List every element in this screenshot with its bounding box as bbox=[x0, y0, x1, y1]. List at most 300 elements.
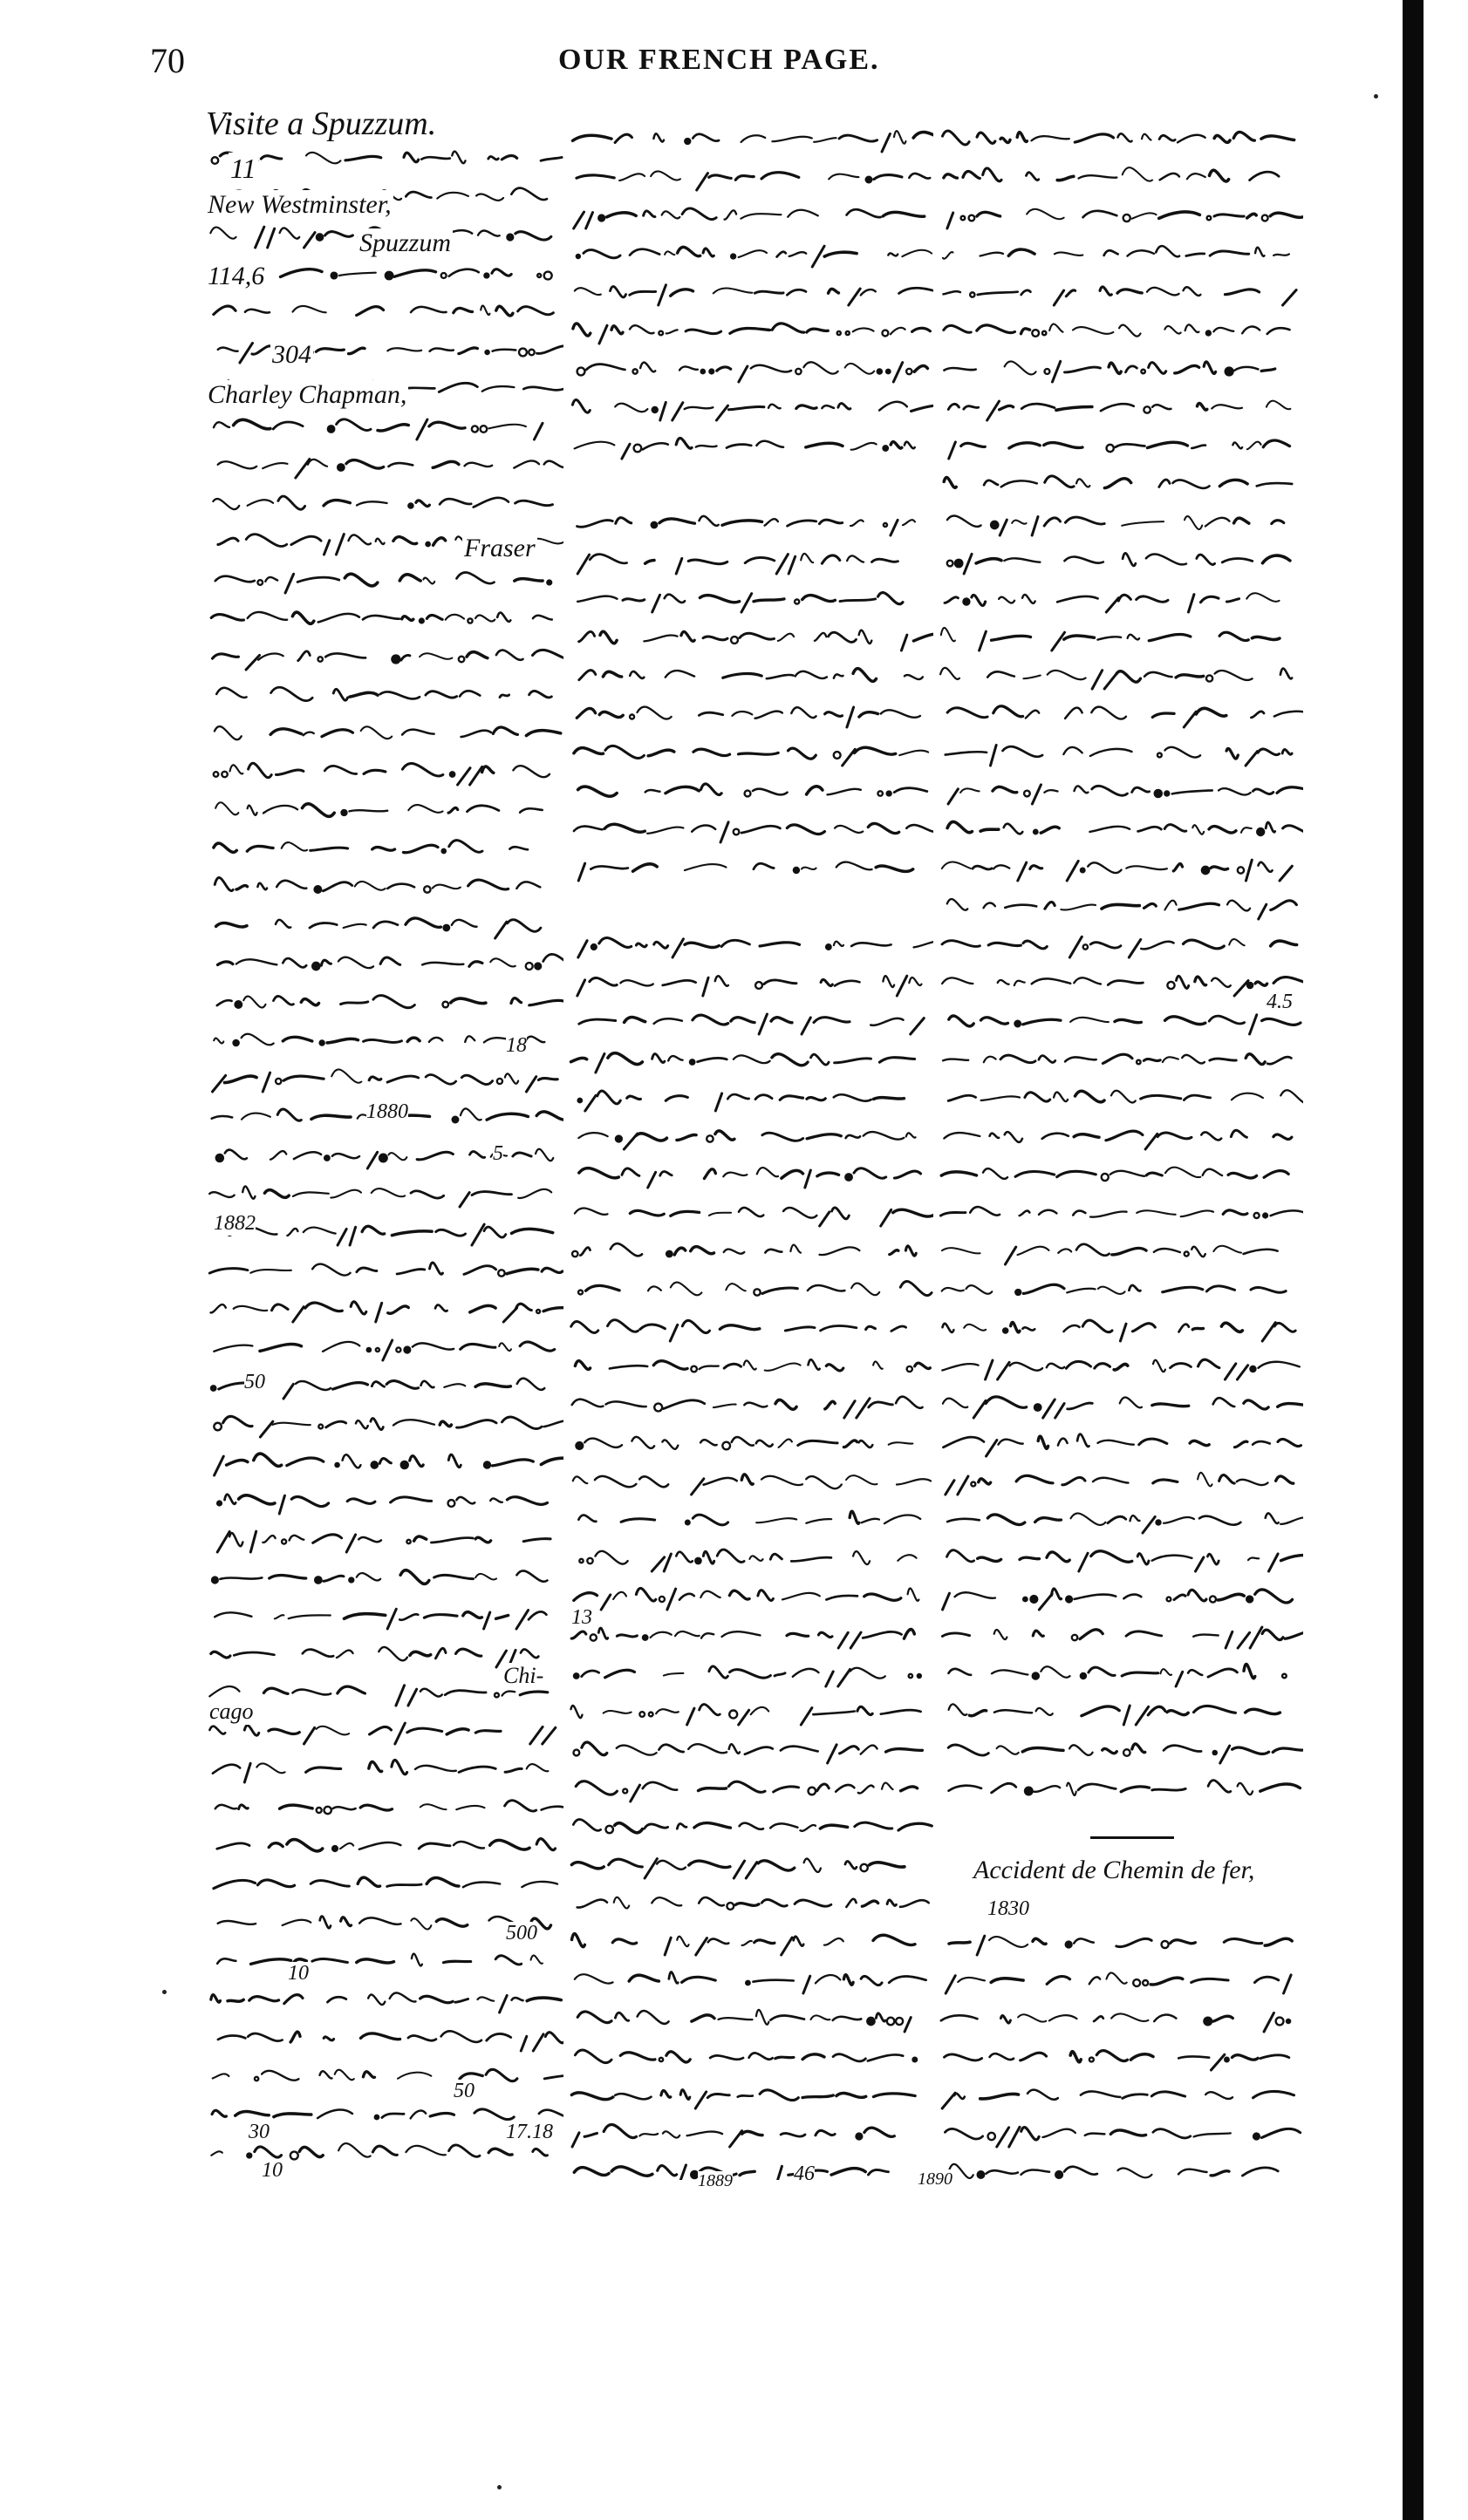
shorthand-stroke bbox=[1225, 1364, 1235, 1379]
shorthand-stroke bbox=[1165, 1168, 1200, 1177]
shorthand-stroke bbox=[1280, 1517, 1303, 1523]
shorthand-stroke bbox=[692, 2015, 714, 2021]
shorthand-stroke bbox=[1247, 214, 1257, 218]
shorthand-stroke bbox=[679, 366, 698, 370]
shorthand-stroke bbox=[756, 2010, 769, 2025]
shorthand-stroke bbox=[685, 139, 690, 144]
shorthand-stroke bbox=[598, 1628, 608, 1638]
shorthand-stroke bbox=[731, 637, 738, 644]
shorthand-stroke bbox=[1187, 174, 1205, 179]
shorthand-stroke bbox=[663, 2131, 679, 2137]
page-speck bbox=[1374, 94, 1378, 99]
shorthand-stroke bbox=[1071, 1513, 1106, 1524]
shorthand-stroke bbox=[1162, 1941, 1169, 1948]
shorthand-stroke bbox=[905, 442, 915, 449]
shorthand-stroke bbox=[882, 330, 888, 337]
shorthand-stroke bbox=[673, 403, 683, 420]
shorthand-stroke bbox=[234, 1040, 239, 1045]
shorthand-stroke bbox=[270, 1576, 306, 1578]
shorthand-stroke bbox=[1246, 860, 1252, 881]
shorthand-stroke bbox=[1076, 479, 1089, 487]
shorthand-stroke bbox=[1159, 135, 1175, 140]
shorthand-stroke bbox=[1259, 1362, 1300, 1368]
shorthand-stroke bbox=[978, 1557, 1001, 1561]
shorthand-stroke bbox=[1178, 2169, 1207, 2175]
shorthand-stroke bbox=[476, 194, 503, 200]
shorthand-stroke bbox=[717, 367, 731, 371]
shorthand-stroke bbox=[897, 1479, 931, 1484]
shorthand-stroke bbox=[1092, 786, 1128, 795]
shorthand-stroke bbox=[1276, 1476, 1294, 1483]
shorthand-stroke bbox=[399, 1614, 418, 1619]
shorthand-stroke bbox=[726, 1284, 746, 1291]
shorthand-stroke bbox=[268, 228, 275, 248]
shorthand-stroke bbox=[717, 1549, 744, 1563]
label-304: 304 bbox=[272, 340, 311, 369]
shorthand-stroke bbox=[1020, 1211, 1030, 1216]
shorthand-stroke bbox=[509, 847, 528, 849]
shorthand-stroke bbox=[605, 1670, 635, 1678]
shorthand-stroke bbox=[1219, 632, 1248, 640]
shorthand-stroke bbox=[1165, 1017, 1205, 1025]
shorthand-stroke bbox=[320, 1040, 324, 1045]
shorthand-stroke bbox=[905, 1246, 916, 1256]
shorthand-stroke bbox=[694, 1823, 731, 1829]
shorthand-stroke bbox=[448, 807, 458, 813]
shorthand-stroke bbox=[1246, 1054, 1265, 1065]
shorthand-stroke bbox=[1234, 518, 1249, 523]
shorthand-stroke bbox=[376, 539, 385, 544]
shorthand-stroke bbox=[707, 2094, 729, 2098]
shorthand-stroke bbox=[1213, 1751, 1217, 1754]
shorthand-stroke bbox=[654, 1018, 682, 1024]
shorthand-stroke bbox=[761, 173, 799, 179]
shorthand-stroke bbox=[1246, 593, 1279, 602]
running-head: OUR FRENCH PAGE. bbox=[558, 44, 880, 76]
shorthand-stroke bbox=[771, 2015, 805, 2019]
shorthand-stroke bbox=[218, 461, 257, 468]
shorthand-stroke bbox=[210, 228, 236, 239]
shorthand-stroke bbox=[317, 1727, 350, 1735]
shorthand-stroke bbox=[1260, 1784, 1301, 1791]
shorthand-stroke bbox=[458, 768, 470, 785]
shorthand-stroke bbox=[768, 405, 781, 409]
shorthand-stroke bbox=[514, 460, 539, 467]
shorthand-stroke bbox=[467, 652, 488, 658]
shorthand-stroke bbox=[739, 1208, 763, 1216]
shorthand-stroke bbox=[463, 1612, 482, 1618]
shorthand-stroke bbox=[315, 1577, 321, 1583]
shorthand-stroke bbox=[388, 1153, 406, 1160]
shorthand-stroke bbox=[656, 1709, 679, 1713]
shorthand-stroke bbox=[947, 515, 981, 526]
label-number-10a: 10 bbox=[288, 1962, 309, 1985]
shorthand-stroke bbox=[429, 422, 465, 428]
shorthand-stroke bbox=[615, 1823, 643, 1833]
shorthand-stroke bbox=[222, 772, 227, 777]
shorthand-stroke bbox=[547, 581, 551, 585]
shorthand-stroke bbox=[1069, 936, 1082, 957]
shorthand-stroke bbox=[322, 730, 352, 737]
shorthand-stroke bbox=[835, 1059, 871, 1063]
shorthand-stroke bbox=[751, 1707, 769, 1714]
shorthand-stroke bbox=[1274, 1323, 1295, 1332]
shorthand-stroke bbox=[543, 1308, 563, 1311]
shorthand-stroke bbox=[700, 1591, 720, 1597]
shorthand-stroke bbox=[949, 1704, 967, 1715]
shorthand-stroke bbox=[859, 712, 878, 717]
shorthand-stroke bbox=[943, 252, 953, 259]
shorthand-stroke bbox=[970, 292, 974, 296]
shorthand-stroke bbox=[730, 1670, 771, 1679]
shorthand-stroke bbox=[351, 1302, 366, 1314]
shorthand-stroke bbox=[729, 1711, 737, 1719]
shorthand-stroke bbox=[1066, 1942, 1072, 1948]
shorthand-stroke bbox=[976, 559, 1001, 563]
shorthand-stroke bbox=[414, 1536, 427, 1541]
shorthand-stroke bbox=[306, 1767, 341, 1773]
shorthand-stroke bbox=[1063, 747, 1082, 754]
shorthand-stroke bbox=[502, 155, 516, 159]
shorthand-stroke bbox=[913, 2058, 918, 2062]
shorthand-stroke bbox=[785, 1327, 815, 1331]
shorthand-stroke bbox=[946, 1481, 954, 1495]
shorthand-stroke bbox=[303, 1650, 333, 1657]
shorthand-stroke bbox=[1261, 136, 1294, 140]
shorthand-stroke bbox=[216, 923, 247, 927]
shorthand-stroke bbox=[575, 1209, 608, 1215]
shorthand-stroke bbox=[1042, 1134, 1069, 1139]
shorthand-stroke bbox=[1107, 445, 1114, 452]
shorthand-stroke bbox=[311, 1881, 349, 1887]
shorthand-stroke bbox=[1223, 1210, 1247, 1215]
shorthand-stroke bbox=[1273, 1748, 1303, 1753]
shorthand-stroke bbox=[1089, 1667, 1115, 1675]
shorthand-stroke bbox=[1091, 1551, 1132, 1563]
shorthand-stroke bbox=[475, 1574, 496, 1580]
shorthand-stroke bbox=[853, 669, 876, 682]
shorthand-stroke bbox=[1108, 981, 1143, 985]
shorthand-stroke bbox=[761, 1899, 787, 1906]
shorthand-stroke bbox=[406, 2146, 445, 2156]
shorthand-stroke bbox=[651, 171, 680, 180]
shorthand-stroke bbox=[211, 2151, 222, 2156]
shorthand-stroke bbox=[391, 1497, 432, 1502]
shorthand-stroke bbox=[845, 364, 875, 374]
shorthand-stroke bbox=[693, 749, 730, 755]
shorthand-stroke bbox=[652, 1054, 665, 1063]
shorthand-stroke bbox=[495, 922, 507, 938]
shorthand-stroke bbox=[1185, 516, 1202, 529]
shorthand-stroke bbox=[630, 714, 634, 719]
shorthand-stroke bbox=[826, 1365, 843, 1371]
shorthand-stroke bbox=[834, 674, 843, 678]
shorthand-stroke bbox=[350, 692, 378, 697]
shorthand-stroke bbox=[801, 1708, 812, 1725]
shorthand-stroke bbox=[745, 1747, 773, 1754]
shorthand-stroke bbox=[1148, 1706, 1165, 1714]
shorthand-stroke bbox=[658, 2166, 677, 2176]
shorthand-stroke bbox=[213, 2074, 229, 2078]
shorthand-stroke bbox=[327, 1039, 358, 1043]
shorthand-stroke bbox=[209, 1269, 248, 1273]
shorthand-stroke bbox=[493, 1460, 534, 1466]
shorthand-stroke bbox=[416, 501, 430, 507]
shorthand-stroke bbox=[284, 1995, 303, 2004]
shorthand-stroke bbox=[901, 1787, 918, 1791]
shorthand-stroke bbox=[1096, 2051, 1127, 2061]
shorthand-stroke bbox=[1271, 1210, 1303, 1216]
shorthand-stroke bbox=[214, 1039, 223, 1044]
shorthand-stroke bbox=[1196, 1557, 1204, 1571]
shorthand-stroke bbox=[987, 1515, 1024, 1525]
shorthand-stroke bbox=[666, 2052, 690, 2062]
shorthand-stroke bbox=[475, 2109, 514, 2120]
shorthand-stroke bbox=[1204, 362, 1215, 374]
shorthand-stroke bbox=[914, 366, 927, 372]
shorthand-stroke bbox=[873, 2094, 915, 2097]
shorthand-stroke bbox=[1054, 1093, 1068, 1102]
shorthand-stroke bbox=[1254, 1977, 1278, 1982]
shorthand-stroke bbox=[1144, 1059, 1160, 1060]
shorthand-stroke bbox=[274, 2114, 311, 2117]
shorthand-stroke bbox=[1004, 558, 1040, 562]
shorthand-stroke bbox=[758, 1590, 774, 1601]
shorthand-stroke bbox=[577, 596, 617, 602]
shorthand-stroke bbox=[697, 174, 708, 190]
shorthand-stroke bbox=[1126, 366, 1137, 372]
shorthand-stroke bbox=[469, 962, 482, 967]
shorthand-stroke bbox=[749, 2053, 773, 2059]
shorthand-stroke bbox=[1101, 404, 1134, 411]
shorthand-stroke bbox=[1044, 518, 1060, 526]
shorthand-stroke bbox=[389, 463, 413, 467]
shorthand-stroke bbox=[512, 1229, 553, 1233]
shorthand-stroke bbox=[898, 1823, 932, 1830]
shorthand-stroke bbox=[1232, 2055, 1259, 2060]
shorthand-stroke bbox=[426, 542, 429, 546]
shorthand-stroke bbox=[1075, 1595, 1116, 1599]
shorthand-stroke bbox=[496, 1616, 509, 1619]
shorthand-stroke bbox=[1235, 1441, 1248, 1447]
shorthand-stroke bbox=[545, 2033, 563, 2043]
shorthand-stroke bbox=[843, 749, 856, 766]
shorthand-stroke bbox=[1132, 1324, 1155, 1332]
shorthand-stroke bbox=[1132, 213, 1157, 218]
shorthand-stroke bbox=[1155, 790, 1162, 797]
shorthand-stroke bbox=[1091, 707, 1126, 719]
shorthand-stroke bbox=[685, 943, 719, 947]
shorthand-stroke bbox=[217, 1958, 236, 1963]
shorthand-stroke bbox=[1039, 1056, 1055, 1063]
shorthand-stroke bbox=[775, 1400, 796, 1409]
shorthand-stroke bbox=[1149, 363, 1166, 374]
shorthand-stroke bbox=[331, 1190, 361, 1198]
shorthand-stroke bbox=[271, 687, 313, 700]
shorthand-stroke bbox=[293, 306, 326, 312]
shorthand-stroke bbox=[577, 980, 585, 996]
shorthand-stroke bbox=[350, 810, 388, 811]
shorthand-stroke bbox=[942, 941, 980, 947]
shorthand-stroke bbox=[225, 1150, 247, 1160]
shorthand-stroke bbox=[891, 1326, 906, 1332]
shorthand-stroke bbox=[526, 1037, 544, 1043]
shorthand-stroke bbox=[1021, 290, 1031, 295]
shorthand-stroke bbox=[781, 1747, 818, 1752]
shorthand-stroke bbox=[264, 1190, 289, 1198]
shorthand-stroke bbox=[969, 1711, 986, 1716]
shorthand-stroke bbox=[704, 1478, 737, 1485]
shorthand-stroke bbox=[227, 1461, 248, 1466]
label-cago: cago bbox=[209, 1699, 254, 1724]
shorthand-stroke bbox=[671, 1283, 702, 1296]
shorthand-stroke bbox=[1070, 2052, 1081, 2062]
shorthand-stroke bbox=[311, 848, 348, 850]
shorthand-stroke bbox=[472, 1224, 484, 1245]
shorthand-stroke bbox=[242, 1114, 270, 1120]
shorthand-stroke bbox=[213, 654, 239, 658]
shorthand-stroke bbox=[1258, 749, 1279, 755]
shorthand-stroke bbox=[741, 1475, 753, 1484]
shorthand-stroke bbox=[905, 675, 923, 679]
shorthand-stroke bbox=[636, 943, 646, 947]
shorthand-stroke bbox=[1160, 1669, 1171, 1675]
shorthand-stroke bbox=[1248, 1557, 1259, 1560]
shorthand-stroke bbox=[778, 634, 794, 641]
shorthand-stroke bbox=[616, 1136, 622, 1142]
shorthand-stroke bbox=[686, 1521, 690, 1525]
shorthand-stroke bbox=[819, 520, 842, 524]
shorthand-stroke bbox=[421, 1381, 434, 1387]
shorthand-stroke bbox=[488, 425, 526, 429]
shorthand-stroke bbox=[806, 1519, 831, 1523]
shorthand-stroke bbox=[1177, 976, 1189, 988]
shorthand-stroke bbox=[850, 520, 864, 526]
shorthand-stroke bbox=[652, 1557, 664, 1571]
shorthand-stroke bbox=[1237, 1366, 1247, 1379]
shorthand-stroke bbox=[871, 1018, 903, 1025]
shorthand-stroke bbox=[1253, 2134, 1260, 2140]
shorthand-stroke bbox=[759, 1014, 767, 1034]
shorthand-stroke bbox=[776, 2166, 782, 2180]
shorthand-stroke bbox=[275, 1615, 284, 1618]
shorthand-stroke bbox=[605, 746, 645, 758]
shorthand-stroke bbox=[1204, 2018, 1212, 2026]
shorthand-stroke bbox=[1271, 901, 1297, 910]
shorthand-stroke bbox=[698, 1058, 727, 1061]
shorthand-stroke bbox=[978, 292, 1018, 295]
shorthand-stroke bbox=[461, 1344, 495, 1349]
shorthand-stroke bbox=[270, 1151, 286, 1160]
shorthand-stroke bbox=[387, 348, 421, 351]
shorthand-stroke bbox=[345, 574, 378, 586]
shorthand-stroke bbox=[903, 520, 915, 525]
shorthand-stroke bbox=[754, 599, 784, 602]
shorthand-stroke bbox=[457, 572, 495, 583]
shorthand-stroke bbox=[1095, 1364, 1110, 1368]
shorthand-stroke bbox=[1045, 369, 1050, 374]
shorthand-stroke bbox=[709, 1666, 728, 1678]
shorthand-stroke bbox=[659, 285, 666, 305]
shorthand-stroke bbox=[984, 1057, 996, 1063]
shorthand-stroke bbox=[998, 980, 1009, 984]
shorthand-stroke bbox=[944, 291, 960, 294]
shorthand-stroke bbox=[475, 1384, 510, 1386]
shorthand-stroke bbox=[1192, 825, 1204, 834]
shorthand-stroke bbox=[318, 614, 359, 623]
shorthand-stroke bbox=[731, 255, 735, 259]
shorthand-stroke bbox=[387, 1884, 421, 1886]
shorthand-stroke bbox=[1137, 1060, 1141, 1065]
shorthand-stroke bbox=[326, 1421, 346, 1427]
shorthand-stroke bbox=[234, 1306, 268, 1311]
shorthand-stroke bbox=[1030, 866, 1042, 869]
shorthand-stroke bbox=[647, 828, 683, 834]
shorthand-stroke bbox=[803, 1976, 810, 1993]
shorthand-stroke bbox=[372, 2146, 397, 2155]
shorthand-stroke bbox=[1122, 1672, 1157, 1676]
shorthand-stroke bbox=[516, 1570, 547, 1581]
shorthand-stroke bbox=[652, 595, 660, 612]
shorthand-stroke bbox=[578, 1515, 596, 1522]
shorthand-stroke bbox=[1154, 2015, 1176, 2022]
shorthand-stroke bbox=[1137, 596, 1168, 602]
shorthand-stroke bbox=[508, 920, 541, 932]
shorthand-stroke bbox=[595, 1476, 637, 1487]
shorthand-stroke bbox=[299, 2147, 323, 2156]
shorthand-stroke bbox=[577, 1900, 607, 1908]
shorthand-stroke bbox=[629, 1975, 659, 1981]
shorthand-stroke bbox=[245, 310, 270, 313]
shorthand-stroke bbox=[315, 886, 322, 893]
shorthand-stroke bbox=[337, 419, 371, 431]
shorthand-stroke bbox=[399, 575, 420, 581]
shorthand-stroke bbox=[472, 426, 478, 432]
shorthand-stroke bbox=[1034, 830, 1037, 834]
shorthand-stroke bbox=[1267, 401, 1291, 410]
shorthand-stroke bbox=[1016, 1475, 1053, 1483]
shorthand-stroke bbox=[1126, 1631, 1162, 1636]
shorthand-stroke bbox=[1021, 2169, 1050, 2174]
shorthand-stroke bbox=[572, 1251, 577, 1257]
shorthand-stroke bbox=[312, 963, 319, 970]
shorthand-stroke bbox=[673, 939, 683, 957]
shorthand-stroke bbox=[277, 881, 306, 889]
shorthand-stroke bbox=[1164, 747, 1200, 758]
shorthand-stroke bbox=[1163, 1057, 1178, 1062]
shorthand-stroke bbox=[817, 1784, 830, 1791]
shorthand-stroke bbox=[625, 1017, 645, 1022]
shorthand-stroke bbox=[703, 977, 708, 996]
shorthand-stroke bbox=[312, 1264, 351, 1276]
shorthand-stroke bbox=[1233, 132, 1254, 140]
shorthand-stroke bbox=[313, 1535, 342, 1543]
shorthand-stroke bbox=[1273, 254, 1289, 255]
label-year-1830: 1830 bbox=[987, 1897, 1029, 1920]
shorthand-stroke bbox=[801, 554, 813, 562]
shorthand-stroke bbox=[461, 1075, 492, 1084]
shorthand-stroke bbox=[1210, 1059, 1237, 1060]
shorthand-column-1 bbox=[206, 105, 563, 2180]
shorthand-stroke bbox=[600, 631, 617, 644]
shorthand-stroke bbox=[942, 2093, 955, 2108]
shorthand-stroke bbox=[543, 1727, 556, 1744]
shorthand-stroke bbox=[433, 885, 461, 889]
shorthand-stroke bbox=[333, 1807, 356, 1809]
shorthand-stroke bbox=[1118, 595, 1130, 601]
shorthand-stroke bbox=[866, 177, 872, 183]
shorthand-stroke bbox=[701, 370, 705, 373]
